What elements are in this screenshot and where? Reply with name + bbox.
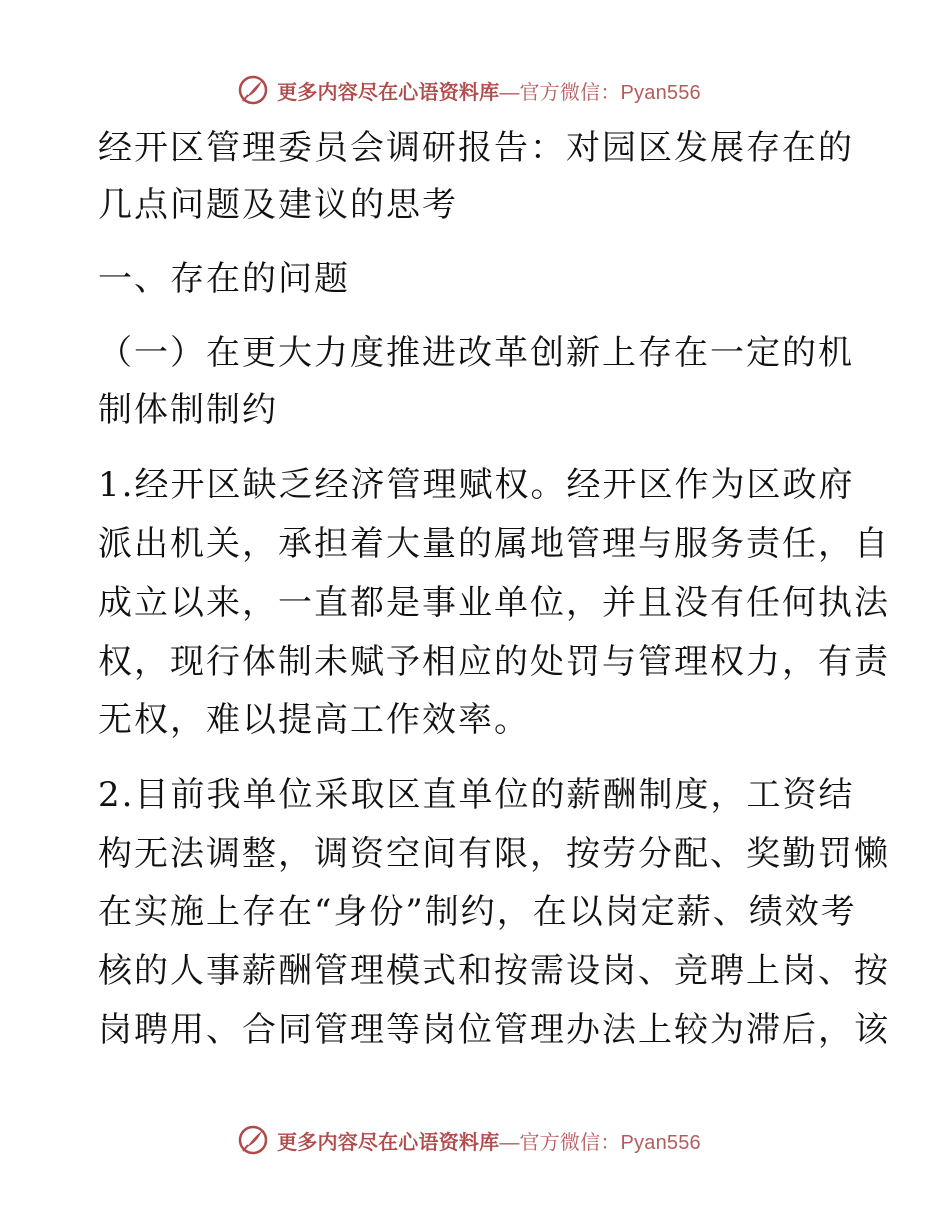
watermark-separator: — xyxy=(499,81,520,104)
watermark-site-text: 更多内容尽在心语资料库 xyxy=(277,81,500,104)
watermark-wechat-id: Pyan556 xyxy=(620,1131,701,1154)
paragraph-2-line-4: 核的人事薪酬管理模式和按需设岗、竞聘上岗、按 xyxy=(98,951,890,991)
subsection-heading-line-1: （一）在更大力度推进改革创新上存在一定的机 xyxy=(98,333,854,373)
paragraph-2-line-3: 在实施上存在“身份”制约，在以岗定薪、绩效考 xyxy=(98,892,857,932)
section-heading: 一、存在的问题 xyxy=(98,259,350,299)
watermark-wechat-id: Pyan556 xyxy=(620,81,701,104)
document-title-line-2: 几点问题及建议的思考 xyxy=(98,185,458,225)
paragraph-2-line-5: 岗聘用、合同管理等岗位管理办法上较为滞后，该 xyxy=(98,1010,890,1050)
paragraph-1-line-2: 派出机关，承担着大量的属地管理与服务责任，自 xyxy=(98,524,890,564)
watermark-separator: — xyxy=(499,1131,520,1154)
bottom-watermark-text xyxy=(277,1126,701,1155)
bottom-watermark-inner xyxy=(237,1124,701,1156)
subsection-heading-line-2: 制体制制约 xyxy=(98,390,278,430)
watermark-official-label: 官方微信： xyxy=(519,81,621,104)
paragraph-2-line-1: 2.目前我单位采取区直单位的薪酬制度，工资结 xyxy=(98,775,855,815)
paragraph-1-line-1: 1.经开区缺乏经济管理赋权。经开区作为区政府 xyxy=(98,465,855,505)
watermark-official-label: 官方微信： xyxy=(519,1131,621,1154)
paragraph-1-line-4: 权，现行体制未赋予相应的处罚与管理权力，有责 xyxy=(98,642,890,682)
feather-pen-logo-icon xyxy=(237,1124,269,1156)
document-title-line-1: 经开区管理委员会调研报告：对园区发展存在的 xyxy=(98,128,854,168)
paragraph-2-line-2: 构无法调整，调资空间有限，按劳分配、奖勤罚懒 xyxy=(98,834,890,874)
paragraph-1-line-5: 无权，难以提高工作效率。 xyxy=(98,700,530,740)
bottom-watermark-banner xyxy=(0,1120,950,1160)
paragraph-1-line-3: 成立以来，一直都是事业单位，并且没有任何执法 xyxy=(98,583,890,623)
watermark-site-text: 更多内容尽在心语资料库 xyxy=(277,1131,500,1154)
